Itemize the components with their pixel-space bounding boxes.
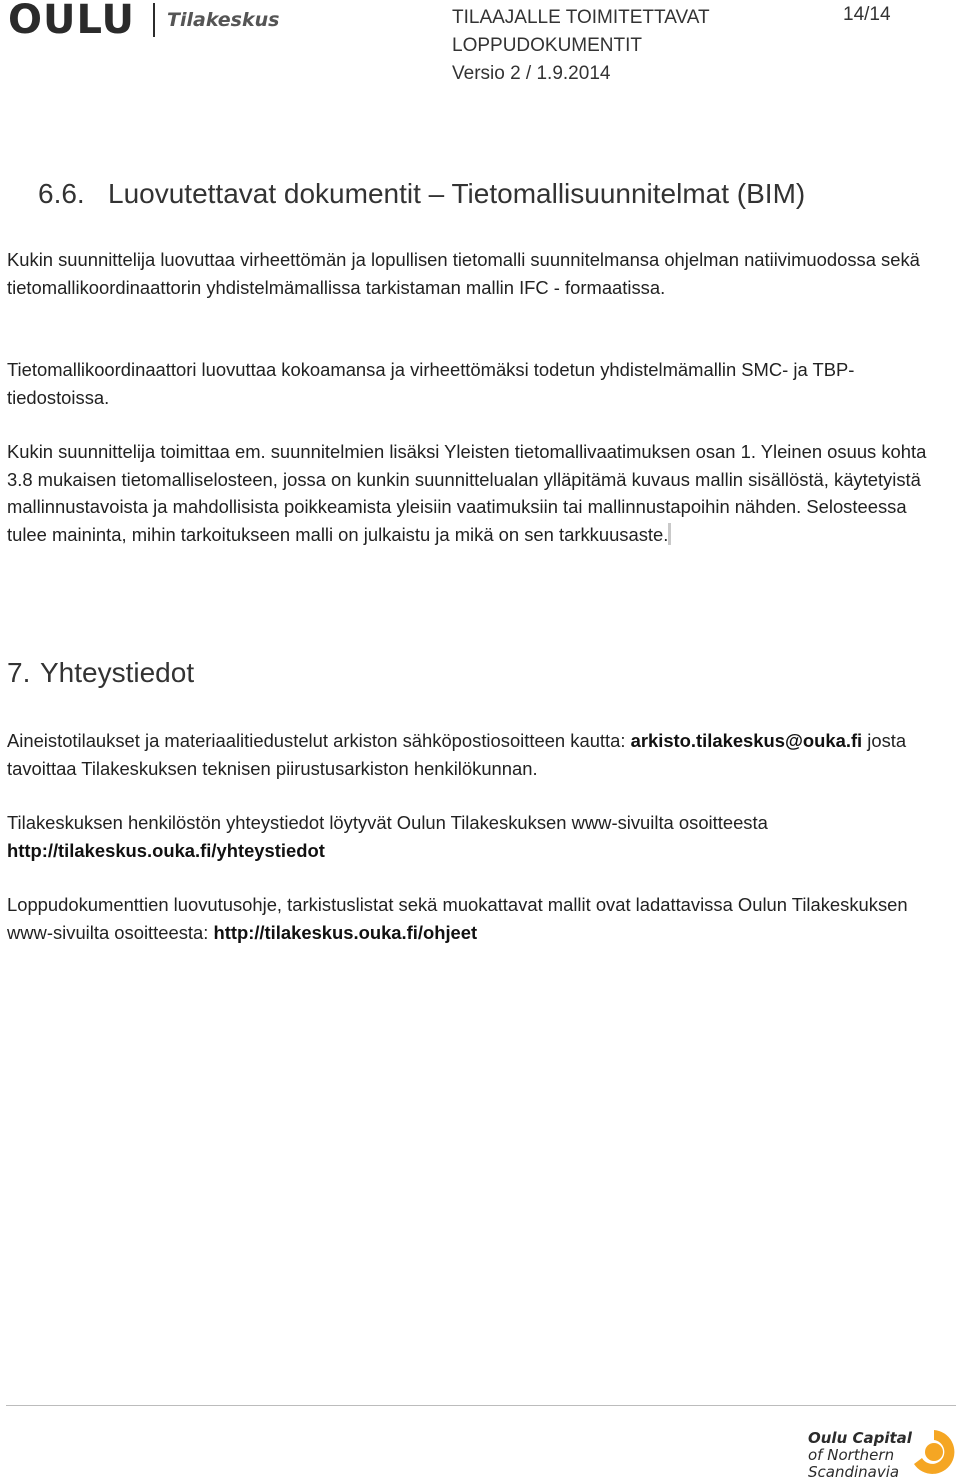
contacts-link[interactable]: http://tilakeskus.ouka.fi/yhteystiedot bbox=[7, 839, 325, 861]
paragraph-text: Loppudokumenttien luovutusohje, tarkistuslistat sekä muokattavat mallit ovat ladattavissa Oulun Tilakeskuksen www-sivuilta osoitteesta: bbox=[7, 894, 908, 943]
paragraph bbox=[7, 727, 927, 782]
section-6-6-heading bbox=[38, 178, 805, 210]
paragraph: Kukin suunnittelija luovuttaa virheettömän ja lopullisen tietomalli suunnitelmansa ohjelman natiivimuodossa sekä tietomallikoordinaattorin yhdistelmämallissa tarkistaman mallin IFC - formaatissa. bbox=[7, 249, 920, 298]
guidelines-link[interactable]: http://tilakeskus.ouka.fi/ohjeet bbox=[213, 921, 478, 943]
doc-title-line-2: LOPPUDOKUMENTIT bbox=[452, 35, 643, 56]
logo-oulu-text: OULU bbox=[8, 0, 136, 43]
logo-line: Oulu Capital bbox=[808, 1429, 912, 1447]
archive-email-link[interactable]: arkisto.tilakeskus@ouka.fi bbox=[630, 730, 863, 751]
logo-tilakeskus-text: Tilakeskus bbox=[167, 9, 280, 31]
paragraph-text: josta tavoittaa Tilakeskuksen teknisen piirustusarkiston henkilökunnan. bbox=[7, 730, 907, 779]
section-number: 6.6. bbox=[38, 178, 85, 209]
paragraph bbox=[7, 438, 927, 548]
page-number: 14/14 bbox=[843, 4, 891, 25]
section-title: Luovutettavat dokumentit – Tietomallisuunnitelmat (BIM) bbox=[108, 178, 806, 209]
doc-title-line-1: TILAAJALLE TOIMITETTAVAT bbox=[452, 7, 710, 28]
footer-divider bbox=[6, 1405, 956, 1406]
document-header bbox=[452, 4, 710, 88]
paragraph bbox=[7, 809, 927, 864]
paragraph-text: Aineistotilaukset ja materiaalitiedustelut arkiston sähköpostiosoitteen kautta: bbox=[7, 730, 626, 751]
paragraph: Tietomallikoordinaattori luovuttaa kokoamansa ja virheettömäksi todetun yhdistelmämallin SMC- ja TBP- tiedostoissa. bbox=[7, 359, 855, 408]
logo-divider bbox=[153, 3, 155, 37]
oulu-capital-mark-icon bbox=[908, 1426, 960, 1478]
section-number: 7. bbox=[7, 657, 31, 688]
doc-version: Versio 2 / 1.9.2014 bbox=[452, 63, 611, 84]
text-cursor bbox=[668, 523, 671, 545]
section-7-heading bbox=[7, 657, 194, 689]
paragraph-text: Kukin suunnittelija toimittaa em. suunnitelmien lisäksi Yleisten tietomallivaatimuksen osan 1. Yleinen osuus kohta 3.8 mukaisen tietomalliselosteen, jossa on kunkin suunnittelualan ylläpitämä kuvaus mallin sisällöstä, käytetyistä mallinnustavoista ja mahdollisista poikkeamista yleisiin vaatimuksiin tai mallinnustapoihin nähden. Selosteessa tulee maininta, mihin tarkoitukseen malli on julkaistu ja mikä on sen tarkkuusaste. bbox=[7, 441, 927, 545]
logo-line: of Northern bbox=[808, 1446, 895, 1464]
oulu-tilakeskus-logo bbox=[8, 0, 280, 43]
paragraph-text: Tilakeskuksen henkilöstön yhteystiedot löytyvät Oulun Tilakeskuksen www-sivuilta osoitteesta bbox=[7, 812, 768, 833]
section-title: Yhteystiedot bbox=[40, 657, 195, 688]
oulu-capital-logo bbox=[808, 1430, 912, 1481]
paragraph bbox=[7, 891, 927, 946]
logo-line: Scandinavia bbox=[808, 1463, 900, 1481]
